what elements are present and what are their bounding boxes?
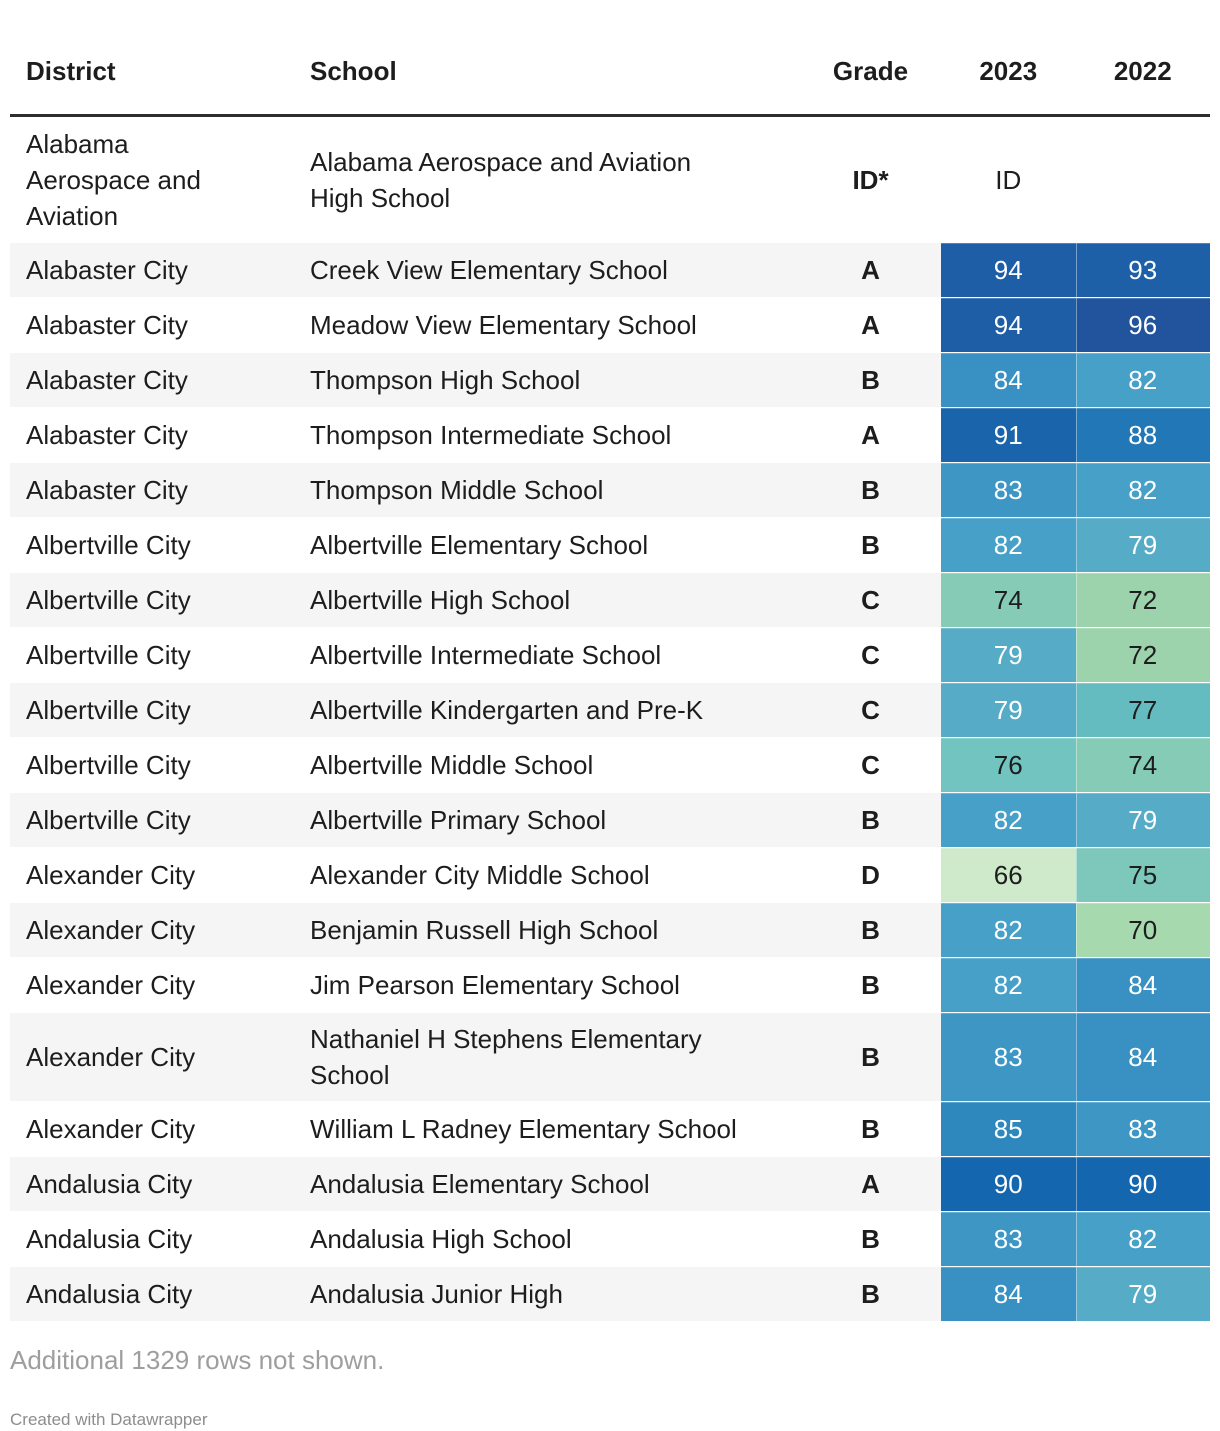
score-2022-cell — [1076, 463, 1211, 517]
district-cell — [10, 243, 300, 297]
score-2023-cell — [941, 298, 1076, 352]
district-cell — [10, 118, 300, 242]
district-cell — [10, 1013, 300, 1101]
district-cell — [10, 683, 300, 737]
grade-cell — [800, 573, 941, 627]
score-2023-value: 94 — [993, 255, 1023, 285]
school-cell — [300, 628, 800, 682]
score-2022-value: 72 — [1128, 585, 1158, 615]
district-label: Andalusia City — [26, 1169, 193, 1199]
school-label: Thompson High School — [310, 365, 581, 395]
school-label: Andalusia High School — [310, 1224, 572, 1254]
grade-label: B — [861, 1224, 880, 1254]
score-2023-cell — [941, 518, 1076, 572]
grade-cell — [800, 408, 941, 462]
school-label: Benjamin Russell High School — [310, 915, 659, 945]
grade-cell — [800, 1212, 941, 1266]
score-2023-value: 84 — [993, 1279, 1023, 1309]
score-2022-cell — [1076, 848, 1211, 902]
grade-cell — [800, 793, 941, 847]
rows-not-shown-note: Additional 1329 rows not shown. — [10, 1345, 385, 1375]
grade-label: C — [861, 585, 880, 615]
district-label: Alabaster City — [26, 310, 188, 340]
datawrapper-credit: Created with Datawrapper — [10, 1410, 208, 1429]
score-2023-value: 83 — [993, 1042, 1023, 1072]
grade-cell — [800, 628, 941, 682]
score-2022-value: 79 — [1128, 805, 1158, 835]
score-2023-value: ID — [995, 165, 1022, 195]
grade-cell — [800, 848, 941, 902]
district-label: Albertville City — [26, 805, 191, 835]
table-header-row — [10, 0, 1210, 117]
school-cell — [300, 353, 800, 407]
grades-table — [10, 0, 1210, 1321]
school-label: Albertville Intermediate School — [310, 640, 662, 670]
score-2022-value: 75 — [1128, 860, 1158, 890]
district-label: Andalusia City — [26, 1279, 193, 1309]
score-2022-value: 82 — [1128, 365, 1158, 395]
score-2022-cell — [1076, 958, 1211, 1012]
table-row — [10, 117, 1210, 242]
school-cell — [300, 118, 800, 242]
column-header-2022: 2022 — [1113, 56, 1172, 86]
district-cell — [10, 1102, 300, 1156]
school-cell — [300, 518, 800, 572]
grade-label: B — [861, 1279, 880, 1309]
score-2023-cell — [941, 463, 1076, 517]
grade-label: A — [861, 420, 880, 450]
score-2022-cell — [1076, 573, 1211, 627]
score-2023-value: 66 — [993, 860, 1023, 890]
score-2022-cell — [1076, 793, 1211, 847]
grade-label: C — [861, 640, 880, 670]
score-2022-cell — [1076, 683, 1211, 737]
score-2023-value: 82 — [993, 970, 1023, 1000]
score-2023-cell — [941, 1013, 1076, 1101]
score-2022-value: 82 — [1128, 475, 1158, 505]
score-2023-value: 82 — [993, 805, 1023, 835]
score-2023-cell — [941, 1212, 1076, 1266]
table-row — [10, 902, 1210, 957]
district-label: Alabaster City — [26, 255, 188, 285]
score-2022-cell — [1076, 1013, 1211, 1101]
table-row — [10, 792, 1210, 847]
table-row — [10, 1156, 1210, 1211]
grade-cell — [800, 463, 941, 517]
score-2023-value: 94 — [993, 310, 1023, 340]
school-label: Alexander City Middle School — [310, 860, 650, 890]
grade-cell — [800, 1102, 941, 1156]
table-row — [10, 297, 1210, 352]
score-2022-cell — [1076, 118, 1211, 242]
school-label: Albertville Elementary School — [310, 530, 649, 560]
score-2022-value: 79 — [1128, 530, 1158, 560]
score-2023-value: 82 — [993, 915, 1023, 945]
column-header-school: School — [310, 56, 397, 86]
grade-label: B — [861, 1114, 880, 1144]
table-row — [10, 957, 1210, 1012]
grade-cell — [800, 1267, 941, 1321]
school-cell — [300, 1267, 800, 1321]
table-row — [10, 847, 1210, 902]
school-cell — [300, 848, 800, 902]
score-2022-value: 96 — [1128, 310, 1158, 340]
table-body — [10, 117, 1210, 1321]
grade-label: B — [861, 915, 880, 945]
school-label: Albertville Kindergarten and Pre-K — [310, 695, 704, 725]
score-2022-cell — [1076, 353, 1211, 407]
score-2022-cell — [1076, 1212, 1211, 1266]
score-2023-value: 84 — [993, 365, 1023, 395]
table-row — [10, 407, 1210, 462]
district-label: Albertville City — [26, 750, 191, 780]
column-header-2023: 2023 — [979, 56, 1038, 86]
school-cell — [300, 298, 800, 352]
school-cell — [300, 683, 800, 737]
district-cell — [10, 1267, 300, 1321]
district-label: Alexander City — [26, 1114, 196, 1144]
school-cell — [300, 573, 800, 627]
score-2023-value: 85 — [993, 1114, 1023, 1144]
grade-label: B — [861, 970, 880, 1000]
grade-label: ID* — [852, 165, 889, 195]
grade-cell — [800, 958, 941, 1012]
school-label: Alabama Aerospace and Aviation High School — [310, 147, 692, 213]
score-2022-value: 83 — [1128, 1114, 1158, 1144]
score-2022-cell — [1076, 628, 1211, 682]
table-row — [10, 1266, 1210, 1321]
district-cell — [10, 958, 300, 1012]
table-row — [10, 1101, 1210, 1156]
score-2022-value: 88 — [1128, 420, 1158, 450]
grade-label: D — [861, 860, 880, 890]
grade-label: B — [861, 530, 880, 560]
score-2023-cell — [941, 958, 1076, 1012]
score-2023-cell — [941, 738, 1076, 792]
score-2022-cell — [1076, 738, 1211, 792]
grade-label: C — [861, 695, 880, 725]
score-2023-cell — [941, 1157, 1076, 1211]
grade-cell — [800, 518, 941, 572]
score-2023-value: 83 — [993, 475, 1023, 505]
column-header-grade: Grade — [832, 56, 909, 86]
score-2023-cell — [941, 408, 1076, 462]
grade-cell — [800, 298, 941, 352]
score-2022-value: 79 — [1128, 1279, 1158, 1309]
score-2023-value: 79 — [993, 640, 1023, 670]
district-label: Alabaster City — [26, 365, 188, 395]
school-cell — [300, 463, 800, 517]
school-label: Albertville Primary School — [310, 805, 607, 835]
table-row — [10, 462, 1210, 517]
grade-label: A — [861, 255, 880, 285]
grade-cell — [800, 1157, 941, 1211]
grade-cell — [800, 683, 941, 737]
district-cell — [10, 463, 300, 517]
school-label: William L Radney Elementary School — [310, 1114, 737, 1144]
score-2023-value: 76 — [993, 750, 1023, 780]
grade-cell — [800, 1013, 941, 1101]
grade-label: B — [861, 365, 880, 395]
table-row — [10, 242, 1210, 297]
grade-cell — [800, 118, 941, 242]
score-2022-cell — [1076, 408, 1211, 462]
table-row — [10, 682, 1210, 737]
score-2023-cell — [941, 1267, 1076, 1321]
district-cell — [10, 848, 300, 902]
score-2023-cell — [941, 793, 1076, 847]
school-cell — [300, 408, 800, 462]
district-label: Albertville City — [26, 640, 191, 670]
school-label: Albertville Middle School — [310, 750, 594, 780]
score-2023-value: 74 — [993, 585, 1023, 615]
score-2023-cell — [941, 118, 1076, 242]
table-row — [10, 1012, 1210, 1101]
school-cell — [300, 1013, 800, 1101]
district-cell — [10, 1212, 300, 1266]
district-cell — [10, 793, 300, 847]
district-label: Albertville City — [26, 585, 191, 615]
district-label: Alabaster City — [26, 475, 188, 505]
score-2023-cell — [941, 243, 1076, 297]
score-2023-cell — [941, 848, 1076, 902]
school-cell — [300, 793, 800, 847]
district-label: Alabaster City — [26, 420, 188, 450]
score-2023-cell — [941, 353, 1076, 407]
district-cell — [10, 408, 300, 462]
score-2022-cell — [1076, 1102, 1211, 1156]
district-label: Alabama Aerospace and Aviation — [26, 129, 201, 231]
school-label: Andalusia Junior High — [310, 1279, 563, 1309]
score-2022-cell — [1076, 903, 1211, 957]
grade-label: B — [861, 1042, 880, 1072]
district-cell — [10, 1157, 300, 1211]
grade-label: B — [861, 475, 880, 505]
grade-cell — [800, 903, 941, 957]
district-cell — [10, 903, 300, 957]
score-2023-value: 90 — [993, 1169, 1023, 1199]
score-2022-value: 77 — [1128, 695, 1158, 725]
district-label: Alexander City — [26, 970, 196, 1000]
score-2023-value: 83 — [993, 1224, 1023, 1254]
school-label: Thompson Intermediate School — [310, 420, 672, 450]
score-2023-cell — [941, 573, 1076, 627]
school-label: Jim Pearson Elementary School — [310, 970, 680, 1000]
district-label: Andalusia City — [26, 1224, 193, 1254]
district-cell — [10, 353, 300, 407]
district-cell — [10, 628, 300, 682]
score-2022-cell — [1076, 1157, 1211, 1211]
school-cell — [300, 1157, 800, 1211]
table-row — [10, 517, 1210, 572]
district-cell — [10, 518, 300, 572]
grade-label: B — [861, 805, 880, 835]
school-label: Thompson Middle School — [310, 475, 604, 505]
district-label: Alexander City — [26, 915, 196, 945]
school-cell — [300, 958, 800, 1012]
score-2022-cell — [1076, 1267, 1211, 1321]
district-cell — [10, 298, 300, 352]
district-label: Alexander City — [26, 1042, 196, 1072]
grade-label: A — [861, 310, 880, 340]
score-2022-value: 74 — [1128, 750, 1158, 780]
school-label: Albertville High School — [310, 585, 571, 615]
table-row — [10, 1211, 1210, 1266]
grade-cell — [800, 738, 941, 792]
score-2023-cell — [941, 628, 1076, 682]
school-cell — [300, 738, 800, 792]
school-cell — [300, 1212, 800, 1266]
district-label: Albertville City — [26, 695, 191, 725]
table-row — [10, 737, 1210, 792]
score-2022-cell — [1076, 518, 1211, 572]
column-header-district: District — [26, 56, 116, 86]
school-label: Creek View Elementary School — [310, 255, 668, 285]
district-cell — [10, 738, 300, 792]
score-2023-value: 82 — [993, 530, 1023, 560]
score-2023-cell — [941, 903, 1076, 957]
score-2022-value: 84 — [1128, 1042, 1158, 1072]
school-cell — [300, 1102, 800, 1156]
district-label: Alexander City — [26, 860, 196, 890]
school-cell — [300, 903, 800, 957]
table-row — [10, 627, 1210, 682]
score-2022-value: 82 — [1128, 1224, 1158, 1254]
table-row — [10, 572, 1210, 627]
district-label: Albertville City — [26, 530, 191, 560]
school-cell — [300, 243, 800, 297]
grade-cell — [800, 353, 941, 407]
school-label: Andalusia Elementary School — [310, 1169, 650, 1199]
grade-cell — [800, 243, 941, 297]
score-2022-cell — [1076, 243, 1211, 297]
score-2022-value: 72 — [1128, 640, 1158, 670]
grade-label: A — [861, 1169, 880, 1199]
district-cell — [10, 573, 300, 627]
score-2022-value: 90 — [1128, 1169, 1158, 1199]
table-row — [10, 352, 1210, 407]
score-2022-value: 70 — [1128, 915, 1158, 945]
score-2023-value: 91 — [993, 420, 1023, 450]
score-2023-cell — [941, 1102, 1076, 1156]
school-label: Nathaniel H Stephens Elementary School — [310, 1024, 702, 1090]
grade-label: C — [861, 750, 880, 780]
score-2023-cell — [941, 683, 1076, 737]
score-2022-value: 84 — [1128, 970, 1158, 1000]
school-label: Meadow View Elementary School — [310, 310, 697, 340]
score-2023-value: 79 — [993, 695, 1023, 725]
score-2022-cell — [1076, 298, 1211, 352]
score-2022-value: 93 — [1128, 255, 1158, 285]
